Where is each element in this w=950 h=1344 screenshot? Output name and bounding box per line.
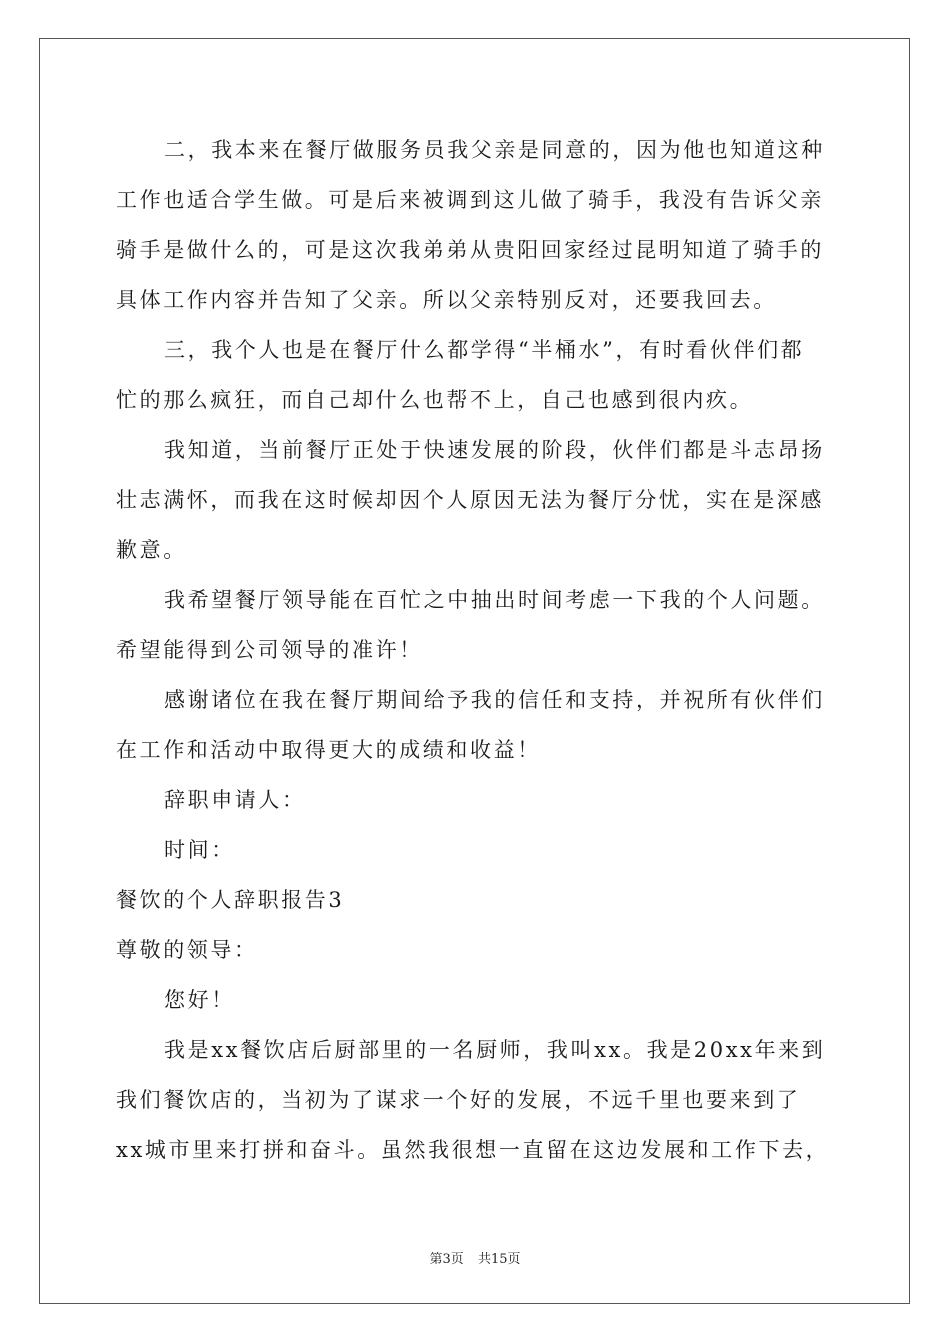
text-line: 我们餐饮店的，当初为了谋求一个好的发展，不远千里也要来到了 — [116, 1088, 801, 1112]
text-line: 在工作和活动中取得更大的成绩和收益！ — [116, 738, 541, 762]
signature-label: 辞职申请人： — [164, 788, 306, 812]
page-number: 第3页 — [429, 1252, 464, 1267]
date-label: 时间： — [164, 838, 235, 862]
text-line: 希望能得到公司领导的准许！ — [116, 638, 423, 662]
text-line: 二，我本来在餐厅做服务员我父亲是同意的，因为他也知道这种 — [164, 138, 825, 162]
page-footer — [0, 1248, 950, 1267]
greeting: 您好！ — [164, 988, 235, 1012]
text-line: 我是xx餐饮店后厨部里的一名厨师，我叫xx。我是20xx年来到 — [164, 1038, 826, 1062]
text-line: 具体工作内容并告知了父亲。所以父亲特别反对，还要我回去。 — [116, 288, 777, 312]
text-line: 歉意。 — [116, 538, 187, 562]
text-line: 忙的那么疯狂，而自己却什么也帮不上，自己也感到很内疚。 — [116, 388, 754, 412]
text-line: xx城市里来打拼和奋斗。虽然我很想一直留在这边发展和工作下去， — [116, 1138, 830, 1162]
section-title: 餐饮的个人辞职报告3 — [116, 888, 345, 912]
text-line: 工作也适合学生做。可是后来被调到这儿做了骑手，我没有告诉父亲 — [116, 188, 824, 212]
text-line: 三，我个人也是在餐厅什么都学得“半桶水”，有时看伙伴们都 — [164, 338, 805, 362]
text-line: 感谢诸位在我在餐厅期间给予我的信任和支持，并祝所有伙伴们 — [164, 688, 825, 712]
text-line: 骑手是做什么的，可是这次我弟弟从贵阳回家经过昆明知道了骑手的 — [116, 238, 824, 262]
text-line: 壮志满怀，而我在这时候却因个人原因无法为餐厅分忧，实在是深感 — [116, 488, 824, 512]
salutation: 尊敬的领导： — [116, 938, 258, 962]
document-body — [116, 125, 834, 1175]
text-line: 我希望餐厅领导能在百忙之中抽出时间考虑一下我的个人问题。 — [164, 588, 825, 612]
text-line: 我知道，当前餐厅正处于快速发展的阶段，伙伴们都是斗志昂扬 — [164, 438, 825, 462]
page-total: 共15页 — [477, 1252, 521, 1267]
